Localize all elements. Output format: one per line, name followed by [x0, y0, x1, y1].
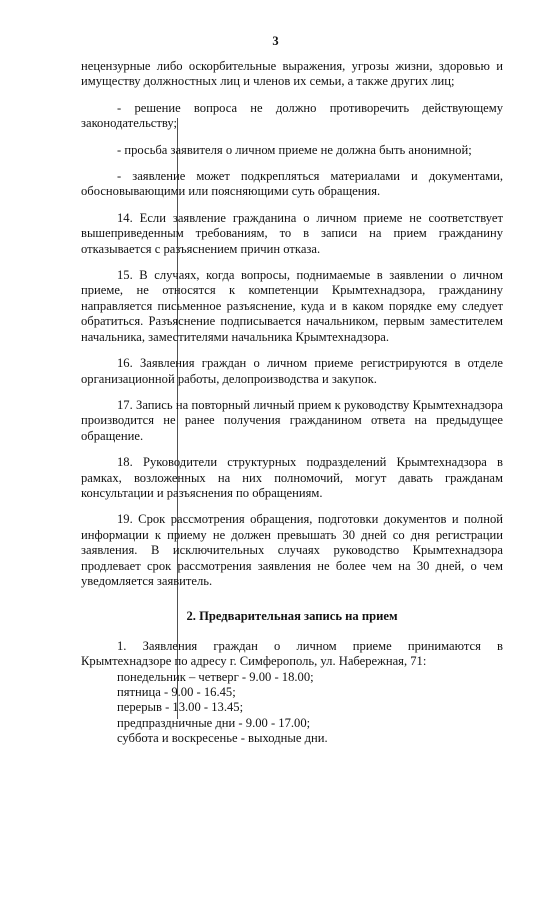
- paragraph-requirement-anonymous: - просьба заявителя о личном приеме не должна быть анонимной;: [117, 142, 472, 157]
- paragraph-requirement-materials: - заявление может подкрепляться материалами и документами, обосновывающими или поясняющими суть обращения.: [81, 169, 503, 199]
- paragraph-14: 14. Если заявление гражданина о личном приеме не соответствует вышеприведенным требованиям, то в записи на прием гражданину отказывается с разъяснением причин отказа.: [81, 210, 503, 256]
- schedule-item: предпраздничные дни - 9.00 - 17.00;: [117, 715, 311, 730]
- paragraph-15: 15. В случаях, когда вопросы, поднимаемые в заявлении о личном приеме, не относятся к компетенции Крымтехнадзора, гражданину направляется письменное разъяснение, куда и в каком порядке ему следует обратиться. Разъяснение подписывается начальником, первым заместителем начальника, заместителями начальника Крымтехнадзора.: [81, 268, 503, 344]
- schedule-item: суббота и воскресенье - выходные дни.: [117, 731, 328, 746]
- schedule-item: пятница - 9.00 - 16.45;: [117, 685, 236, 699]
- document-body: [81, 59, 503, 747]
- paragraph-17: 17. Запись на повторный личный прием к руководству Крымтехнадзора производится не ранее получения гражданином ответа на предыдущее обращение.: [81, 397, 503, 443]
- schedule-item: перерыв - 13.00 - 13.45;: [117, 700, 244, 715]
- paragraph-section-1: 1. Заявления граждан о личном приеме принимаются в Крымтехнадзоре по адресу г. Симферополь, ул. Набережная, 71:: [81, 638, 503, 669]
- paragraph-continuation: нецензурные либо оскорбительные выражения, угрозы жизни, здоровью и имуществу должностных лиц и членов их семьи, а также других лиц;: [81, 59, 503, 89]
- paragraph-18: 18. Руководители структурных подразделений Крымтехнадзора в рамках, возложенных на них полномочий, могут давать гражданам консультации и разъяснения по обращениям.: [81, 455, 503, 500]
- page-number: 3: [272, 34, 279, 48]
- schedule-item: понедельник – четверг - 9.00 - 18.00;: [117, 669, 314, 684]
- paragraph-19: 19. Срок рассмотрения обращения, подготовки документов и полной информации к приему не должен превышать 30 дней со дня регистрации заявления. В исключительных случаях руководство Крымтехнадзора продлевает срок рассмотрения заявления не более чем на 30 дней, о чем уведомляется заявитель.: [81, 512, 503, 588]
- paragraph-16: 16. Заявления граждан о личном приеме регистрируются в отделе организационной работы, делопроизводства и закупок.: [81, 356, 503, 386]
- schedule-list: [81, 670, 503, 747]
- section-heading: 2. Предварительная запись на прием: [186, 609, 398, 624]
- paragraph-requirement-legislation: - решение вопроса не должно противоречить действующему законодательству;: [81, 100, 503, 131]
